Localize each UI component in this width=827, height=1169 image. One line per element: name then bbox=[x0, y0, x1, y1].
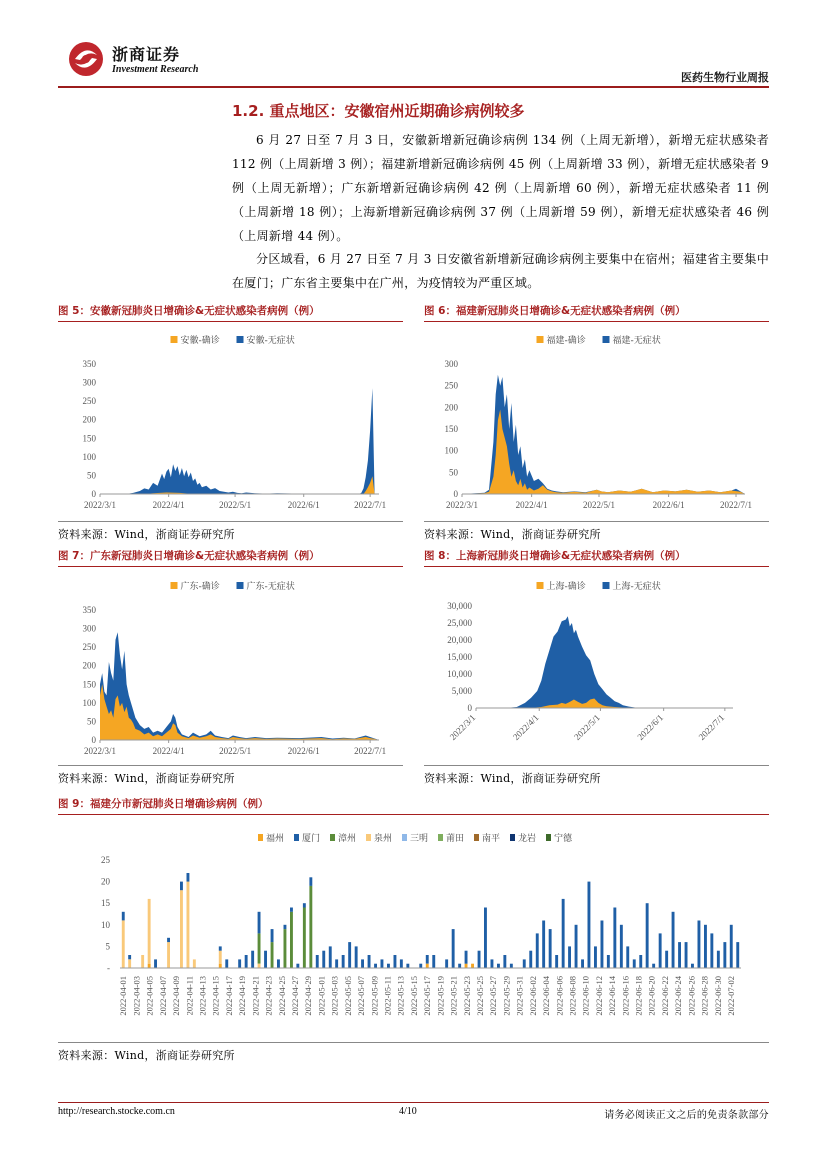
paragraph-2: 分区域看，6 月 27 日至 7 月 3 日安徽省新增新冠确诊病例主要集中在宿州；福建省主要集中在厦门；广东省主要集中在广州，为疫情较为严重区域。 bbox=[232, 252, 769, 290]
bar-quanzhou bbox=[180, 890, 183, 968]
x-tick-label: 2022-04-17 bbox=[223, 976, 234, 1016]
bar-xiamen bbox=[568, 946, 571, 968]
x-tick-label: 2022-05-27 bbox=[488, 976, 499, 1016]
bar-xiamen bbox=[523, 959, 526, 968]
y-tick-label: 15,000 bbox=[447, 652, 472, 662]
x-tick-label: 2022-04-09 bbox=[171, 976, 182, 1016]
legend-swatch bbox=[510, 834, 515, 841]
bar-fuzhou bbox=[465, 964, 468, 968]
bar-xiamen bbox=[238, 959, 241, 968]
y-tick-label: 50 bbox=[87, 470, 96, 481]
figure-6-source: 资料来源：Wind，浙商证券研究所 bbox=[424, 528, 601, 541]
bar-xiamen bbox=[478, 951, 481, 968]
legend-label-asymptomatic: 安徽-无症状 bbox=[246, 336, 295, 346]
x-tick-label: 2022/3/1 bbox=[445, 500, 479, 510]
x-tick-label: 2022-04-23 bbox=[263, 976, 274, 1016]
x-tick-label: 2022-05-03 bbox=[329, 976, 340, 1016]
fig5-svg bbox=[58, 328, 403, 518]
bar-xiamen bbox=[219, 946, 222, 950]
bar-xiamen bbox=[588, 882, 591, 968]
bar-xiamen bbox=[128, 955, 131, 959]
x-tick-label: 2022/4/1 bbox=[515, 500, 548, 510]
x-tick-label: 2022/3/1 bbox=[447, 712, 478, 743]
legend-label-asymptomatic: 福建-无症状 bbox=[612, 336, 661, 346]
bar-xiamen bbox=[710, 933, 713, 968]
fig8-legend bbox=[537, 580, 661, 592]
legend-swatch bbox=[546, 834, 551, 841]
y-tick-label: 20,000 bbox=[447, 635, 472, 645]
legend-swatch-asymptomatic bbox=[237, 582, 244, 589]
figure-9-source-rule bbox=[58, 1042, 769, 1043]
x-tick-label: 2022-04-11 bbox=[184, 976, 195, 1016]
y-tick-label: 200 bbox=[444, 402, 458, 413]
bar-xiamen bbox=[361, 959, 364, 968]
bar-quanzhou bbox=[148, 899, 151, 964]
bar-fuzhou bbox=[148, 964, 151, 968]
paragraph-1: 6 月 27 日至 7 月 3 日，安徽新增新冠确诊病例 134 例（上周无新增），新增无症状感染者 112 例（上周新增 3 例）；福建新增新冠确诊病例 45 例（上周新增 33 例），新增无症状感染者 9 例（上周无新增）；广东新增新冠确诊病例 42 例（上周新增 60 例），新增无症状感染者 11 例（上周新增 18 例）；上海新增新冠确诊病例 37 例（上周新增 59 例），新增无症状感染者 46 例（上周新增 44 例）。 bbox=[232, 133, 769, 243]
bar-fuzhou bbox=[219, 964, 222, 968]
legend-label: 莆田 bbox=[446, 834, 465, 844]
legend-label-confirmed: 福建-确诊 bbox=[546, 336, 586, 346]
fig9-svg bbox=[58, 822, 769, 1040]
legend-swatch-asymptomatic bbox=[603, 336, 610, 343]
fig7-legend bbox=[171, 580, 295, 592]
bar-xiamen bbox=[271, 929, 274, 942]
x-tick-label: 2022-07-02 bbox=[726, 976, 737, 1016]
y-tick-label: 0 bbox=[467, 703, 472, 713]
legend-swatch-confirmed bbox=[171, 582, 178, 589]
fig7-svg bbox=[58, 574, 403, 764]
x-tick-label: 2022/6/1 bbox=[287, 500, 320, 510]
asymptomatic-area bbox=[100, 632, 379, 740]
bar-xiamen bbox=[665, 951, 668, 968]
legend-swatch-confirmed bbox=[537, 336, 544, 343]
bar-xiamen bbox=[309, 877, 312, 886]
bar-xiamen bbox=[465, 951, 468, 964]
bar-xiamen bbox=[245, 955, 248, 968]
legend-label-confirmed: 安徽-确诊 bbox=[180, 336, 220, 346]
y-tick-label: 25 bbox=[101, 855, 110, 865]
bar-xiamen bbox=[387, 964, 390, 968]
y-tick-label: 25,000 bbox=[447, 618, 472, 628]
figure-9-source: 资料来源：Wind，浙商证券研究所 bbox=[58, 1049, 235, 1062]
fig6-legend bbox=[537, 334, 661, 346]
bar-xiamen bbox=[368, 955, 371, 968]
y-tick-label: 250 bbox=[82, 642, 96, 653]
x-tick-label: 2022-06-20 bbox=[646, 976, 657, 1016]
logo-icon bbox=[66, 40, 106, 78]
bar-xiamen bbox=[549, 929, 552, 968]
bar-xiamen bbox=[497, 964, 500, 968]
x-tick-label: 2022-06-08 bbox=[567, 976, 578, 1016]
bar-xiamen bbox=[187, 873, 190, 882]
bar-xiamen bbox=[154, 959, 157, 968]
x-tick-label: 2022-05-21 bbox=[448, 976, 459, 1016]
x-tick-label: 2022/7/1 bbox=[354, 500, 387, 510]
bar-xiamen bbox=[316, 955, 319, 968]
legend-label: 福州 bbox=[266, 834, 285, 844]
bar-xiamen bbox=[652, 964, 655, 968]
bar-xiamen bbox=[620, 925, 623, 968]
y-tick-label: 300 bbox=[82, 623, 96, 634]
x-tick-label: 2022/6/1 bbox=[652, 500, 685, 510]
x-tick-label: 2022-05-25 bbox=[474, 976, 485, 1016]
y-tick-label: 15 bbox=[101, 898, 110, 909]
x-tick-label: 2022/3/1 bbox=[83, 500, 117, 510]
y-tick-label: 50 bbox=[449, 467, 458, 478]
y-tick-label: 50 bbox=[87, 716, 96, 727]
bar-zhangzhou bbox=[303, 908, 306, 969]
bar-zhangzhou bbox=[271, 942, 274, 968]
bar-xiamen bbox=[484, 908, 487, 969]
bar-xiamen bbox=[613, 908, 616, 969]
x-tick-label: 2022-06-04 bbox=[541, 976, 552, 1016]
figure-7-source: 资料来源：Wind，浙商证券研究所 bbox=[58, 772, 235, 785]
figure-5-title: 图 5：安徽新冠肺炎日增确诊&无症状感染者病例（例） bbox=[58, 305, 320, 317]
x-tick-label: 2022-04-21 bbox=[250, 976, 261, 1016]
bar-xiamen bbox=[264, 951, 267, 968]
figure-9-title-rule bbox=[58, 814, 769, 815]
bar-xiamen bbox=[491, 959, 494, 968]
legend-label: 厦门 bbox=[302, 834, 321, 844]
y-tick-label: 200 bbox=[82, 414, 96, 425]
fig9-legend bbox=[258, 832, 573, 844]
bar-quanzhou bbox=[187, 882, 190, 968]
fig6-svg bbox=[424, 328, 769, 518]
bar-xiamen bbox=[510, 964, 513, 968]
x-tick-label: 2022-05-17 bbox=[422, 976, 433, 1016]
figure-7-source-rule bbox=[58, 765, 403, 766]
y-tick-label: 0 bbox=[91, 489, 96, 499]
bar-xiamen bbox=[458, 964, 461, 968]
report-type: 医药生物行业周报 bbox=[681, 71, 769, 84]
bar-xiamen bbox=[452, 929, 455, 968]
figure-5-source: 资料来源：Wind，浙商证券研究所 bbox=[58, 528, 235, 541]
y-tick-label: 350 bbox=[82, 605, 96, 615]
bar-xiamen bbox=[290, 908, 293, 912]
legend-label-confirmed: 上海-确诊 bbox=[546, 582, 586, 592]
bar-xiamen bbox=[374, 964, 377, 968]
figure-8-chart bbox=[424, 574, 769, 764]
y-tick-label: 10,000 bbox=[447, 669, 472, 679]
x-tick-label: 2022/7/1 bbox=[354, 746, 387, 756]
bar-xiamen bbox=[672, 912, 675, 968]
bar-xiamen bbox=[419, 964, 422, 968]
x-tick-label: 2022-05-05 bbox=[342, 976, 353, 1016]
bar-xiamen bbox=[601, 921, 604, 969]
y-tick-label: 250 bbox=[444, 380, 458, 391]
bar-xiamen bbox=[406, 964, 409, 968]
bar-quanzhou bbox=[258, 964, 261, 968]
legend-label-asymptomatic: 上海-无症状 bbox=[612, 582, 661, 592]
bar-xiamen bbox=[678, 942, 681, 968]
company-name-en: Investment Research bbox=[112, 64, 199, 75]
asymptomatic-area bbox=[476, 616, 733, 708]
legend-label: 宁德 bbox=[554, 834, 573, 844]
legend-swatch bbox=[294, 834, 299, 841]
bar-xiamen bbox=[335, 959, 338, 968]
bar-xiamen bbox=[607, 955, 610, 968]
bar-fuzhou bbox=[426, 964, 429, 968]
legend-swatch-confirmed bbox=[171, 336, 178, 343]
legend-label: 南平 bbox=[482, 834, 501, 844]
y-tick-label: 300 bbox=[444, 359, 458, 369]
bar-xiamen bbox=[723, 942, 726, 968]
x-tick-label: 2022-06-02 bbox=[527, 976, 538, 1016]
x-tick-label: 2022-05-15 bbox=[408, 976, 419, 1016]
legend-swatch bbox=[366, 834, 371, 841]
fig5-legend bbox=[171, 334, 295, 346]
bar-zhangzhou bbox=[309, 886, 312, 968]
bar-xiamen bbox=[698, 921, 701, 969]
bar-quanzhou bbox=[193, 959, 196, 968]
bar-xiamen bbox=[581, 959, 584, 968]
x-tick-label: 2022-04-25 bbox=[276, 976, 287, 1016]
section-title: 1.2. 重点地区：安徽宿州近期确诊病例较多 bbox=[232, 102, 525, 120]
x-tick-label: 2022-05-23 bbox=[461, 976, 472, 1016]
legend-label: 泉州 bbox=[374, 834, 393, 844]
x-tick-label: 2022-04-03 bbox=[131, 976, 142, 1016]
y-tick-label: 100 bbox=[82, 697, 96, 708]
x-tick-label: 2022-05-09 bbox=[369, 976, 380, 1016]
legend-label: 三明 bbox=[410, 834, 429, 844]
bar-xiamen bbox=[277, 959, 280, 968]
x-tick-label: 2022-04-13 bbox=[197, 976, 208, 1016]
x-tick-label: 2022-05-31 bbox=[514, 976, 525, 1016]
x-tick-label: 2022-06-22 bbox=[659, 976, 670, 1016]
x-tick-label: 2022-06-14 bbox=[607, 976, 618, 1016]
figure-6-chart bbox=[424, 328, 769, 518]
asymptomatic-area bbox=[100, 388, 379, 494]
x-tick-label: 2022-04-27 bbox=[290, 976, 301, 1016]
x-tick-label: 2022/4/1 bbox=[152, 746, 185, 756]
x-tick-label: 2022-04-07 bbox=[157, 976, 168, 1016]
bar-xiamen bbox=[432, 955, 435, 968]
bar-xiamen bbox=[646, 903, 649, 968]
x-tick-label: 2022-04-15 bbox=[210, 976, 221, 1016]
bar-xiamen bbox=[342, 955, 345, 968]
legend-swatch-confirmed bbox=[537, 582, 544, 589]
y-tick-label: 300 bbox=[82, 377, 96, 388]
bar-quanzhou bbox=[141, 955, 144, 968]
bar-xiamen bbox=[394, 955, 397, 968]
bar-xiamen bbox=[303, 903, 306, 907]
company-name: 浙商证券 bbox=[112, 45, 181, 64]
legend-swatch bbox=[258, 834, 263, 841]
bar-xiamen bbox=[626, 946, 629, 968]
bar-xiamen bbox=[167, 938, 170, 942]
figure-7-title: 图 7：广东新冠肺炎日增确诊&无症状感染者病例（例） bbox=[58, 550, 320, 562]
y-tick-label: 350 bbox=[82, 359, 96, 369]
x-tick-label: 2022/5/1 bbox=[572, 712, 602, 743]
bar-xiamen bbox=[251, 951, 254, 968]
x-tick-label: 2022/4/1 bbox=[152, 500, 185, 510]
fig8-svg bbox=[424, 574, 769, 764]
x-tick-label: 2022/5/1 bbox=[219, 746, 252, 756]
y-tick-label: 150 bbox=[82, 679, 96, 690]
bar-xiamen bbox=[445, 959, 448, 968]
footer-divider bbox=[58, 1102, 769, 1103]
bar-xiamen bbox=[426, 955, 429, 964]
bar-xiamen bbox=[691, 964, 694, 968]
x-tick-label: 2022-05-19 bbox=[435, 976, 446, 1016]
figure-6-title-rule bbox=[424, 321, 769, 322]
page-number: 4/10 bbox=[399, 1106, 417, 1117]
x-tick-label: 2022/7/1 bbox=[720, 500, 753, 510]
bar-xiamen bbox=[258, 912, 261, 934]
figure-6-source-rule bbox=[424, 521, 769, 522]
x-tick-label: 2022-06-10 bbox=[580, 976, 591, 1016]
figure-7-title-rule bbox=[58, 566, 403, 567]
bar-xiamen bbox=[659, 933, 662, 968]
legend-label: 漳州 bbox=[338, 834, 357, 844]
bar-xiamen bbox=[555, 955, 558, 968]
bar-xiamen bbox=[536, 933, 539, 968]
y-tick-label: 200 bbox=[82, 660, 96, 671]
bar-quanzhou bbox=[167, 942, 170, 968]
figure-8-source: 资料来源：Wind，浙商证券研究所 bbox=[424, 772, 601, 785]
figure-9-title: 图 9：福建分市新冠肺炎日增确诊病例（例） bbox=[58, 798, 269, 810]
y-tick-label: 0 bbox=[453, 489, 458, 499]
x-tick-label: 2022-05-11 bbox=[382, 976, 393, 1016]
bar-xiamen bbox=[355, 946, 358, 968]
bar-xiamen bbox=[633, 959, 636, 968]
legend-label-confirmed: 广东-确诊 bbox=[180, 582, 220, 592]
figure-5-chart bbox=[58, 328, 403, 518]
bar-xiamen bbox=[348, 942, 351, 968]
legend-label: 龙岩 bbox=[518, 834, 537, 844]
figure-8-source-rule bbox=[424, 765, 769, 766]
bar-xiamen bbox=[122, 912, 125, 921]
y-tick-label: 5,000 bbox=[451, 686, 472, 696]
bar-quanzhou bbox=[219, 951, 222, 964]
figure-5-source-rule bbox=[58, 521, 403, 522]
x-tick-label: 2022-06-16 bbox=[620, 976, 631, 1016]
bar-quanzhou bbox=[128, 959, 131, 968]
y-tick-label: 150 bbox=[82, 433, 96, 444]
x-tick-label: 2022-04-29 bbox=[303, 976, 314, 1016]
x-tick-label: 2022-05-01 bbox=[316, 976, 327, 1016]
x-tick-label: 2022-06-24 bbox=[673, 976, 684, 1016]
bar-xiamen bbox=[329, 946, 332, 968]
bar-xiamen bbox=[503, 955, 506, 968]
legend-swatch bbox=[438, 834, 443, 841]
x-tick-label: 2022/6/1 bbox=[635, 712, 666, 743]
y-tick-label: 100 bbox=[82, 451, 96, 462]
bar-xiamen bbox=[730, 925, 733, 968]
bar-xiamen bbox=[381, 959, 384, 968]
x-tick-label: 2022/4/1 bbox=[510, 712, 541, 743]
bar-xiamen bbox=[639, 955, 642, 968]
bar-xiamen bbox=[562, 899, 565, 968]
footer-url[interactable]: http://research.stocke.com.cn bbox=[58, 1106, 175, 1117]
x-tick-label: 2022/5/1 bbox=[219, 500, 252, 510]
bar-xiamen bbox=[529, 951, 532, 968]
legend-swatch bbox=[330, 834, 335, 841]
x-tick-label: 2022-04-05 bbox=[144, 976, 155, 1016]
x-tick-label: 2022-05-29 bbox=[501, 976, 512, 1016]
y-tick-label: 0 bbox=[91, 735, 96, 745]
bar-xiamen bbox=[736, 942, 739, 968]
bar-quanzhou bbox=[122, 921, 125, 969]
legend-label-asymptomatic: 广东-无症状 bbox=[246, 582, 295, 592]
figure-7-chart bbox=[58, 574, 403, 764]
bar-zhangzhou bbox=[284, 929, 287, 968]
bar-zhangzhou bbox=[290, 912, 293, 968]
bar-xiamen bbox=[594, 946, 597, 968]
x-tick-label: 2022-05-13 bbox=[395, 976, 406, 1016]
x-tick-label: 2022/5/1 bbox=[583, 500, 616, 510]
bar-xiamen bbox=[296, 964, 299, 968]
bar-xiamen bbox=[717, 951, 720, 968]
x-tick-label: 2022/7/1 bbox=[696, 712, 727, 743]
bar-fuzhou bbox=[471, 964, 474, 968]
bar-xiamen bbox=[400, 959, 403, 968]
x-tick-label: 2022-06-30 bbox=[712, 976, 723, 1016]
figure-8-title-rule bbox=[424, 566, 769, 567]
bar-xiamen bbox=[225, 959, 228, 968]
x-tick-label: 2022-06-26 bbox=[686, 976, 697, 1016]
figure-9-chart bbox=[58, 822, 769, 1040]
bar-xiamen bbox=[704, 925, 707, 968]
figure-8-title: 图 8：上海新冠肺炎日增确诊&无症状感染者病例（例） bbox=[424, 550, 686, 562]
y-tick-label: 10 bbox=[101, 919, 110, 930]
x-tick-label: 2022/6/1 bbox=[287, 746, 320, 756]
header-divider bbox=[58, 86, 769, 88]
legend-swatch bbox=[402, 834, 407, 841]
x-tick-label: 2022-06-06 bbox=[554, 976, 565, 1016]
bar-xiamen bbox=[542, 921, 545, 969]
bar-xiamen bbox=[575, 925, 578, 968]
x-tick-label: 2022-04-01 bbox=[118, 976, 129, 1016]
y-tick-label: 20 bbox=[101, 876, 110, 887]
footer-disclaimer: 请务必阅读正文之后的免责条款部分 bbox=[604, 1110, 769, 1121]
y-tick-label: 5 bbox=[105, 941, 110, 952]
legend-swatch bbox=[474, 834, 479, 841]
legend-swatch-asymptomatic bbox=[237, 336, 244, 343]
y-tick-label: 100 bbox=[444, 445, 458, 456]
figure-5-title-rule bbox=[58, 321, 403, 322]
y-tick-label: 30,000 bbox=[447, 601, 472, 611]
company-logo bbox=[66, 40, 216, 80]
y-tick-label: 250 bbox=[82, 396, 96, 407]
x-tick-label: 2022-06-12 bbox=[593, 976, 604, 1016]
x-tick-label: 2022-05-07 bbox=[356, 976, 367, 1016]
x-tick-label: 2022/3/1 bbox=[83, 746, 117, 756]
x-tick-label: 2022-06-28 bbox=[699, 976, 710, 1016]
x-tick-label: 2022-06-18 bbox=[633, 976, 644, 1016]
figure-6-title: 图 6：福建新冠肺炎日增确诊&无症状感染者病例（例） bbox=[424, 305, 686, 317]
y-tick-label: 150 bbox=[444, 424, 458, 434]
x-tick-label: 2022-04-19 bbox=[237, 976, 248, 1016]
bar-xiamen bbox=[322, 951, 325, 968]
bar-xiamen bbox=[284, 925, 287, 929]
bar-xiamen bbox=[685, 942, 688, 968]
legend-swatch-asymptomatic bbox=[603, 582, 610, 589]
bar-xiamen bbox=[180, 882, 183, 891]
bar-zhangzhou bbox=[258, 933, 261, 963]
y-tick-label: - bbox=[107, 963, 110, 973]
